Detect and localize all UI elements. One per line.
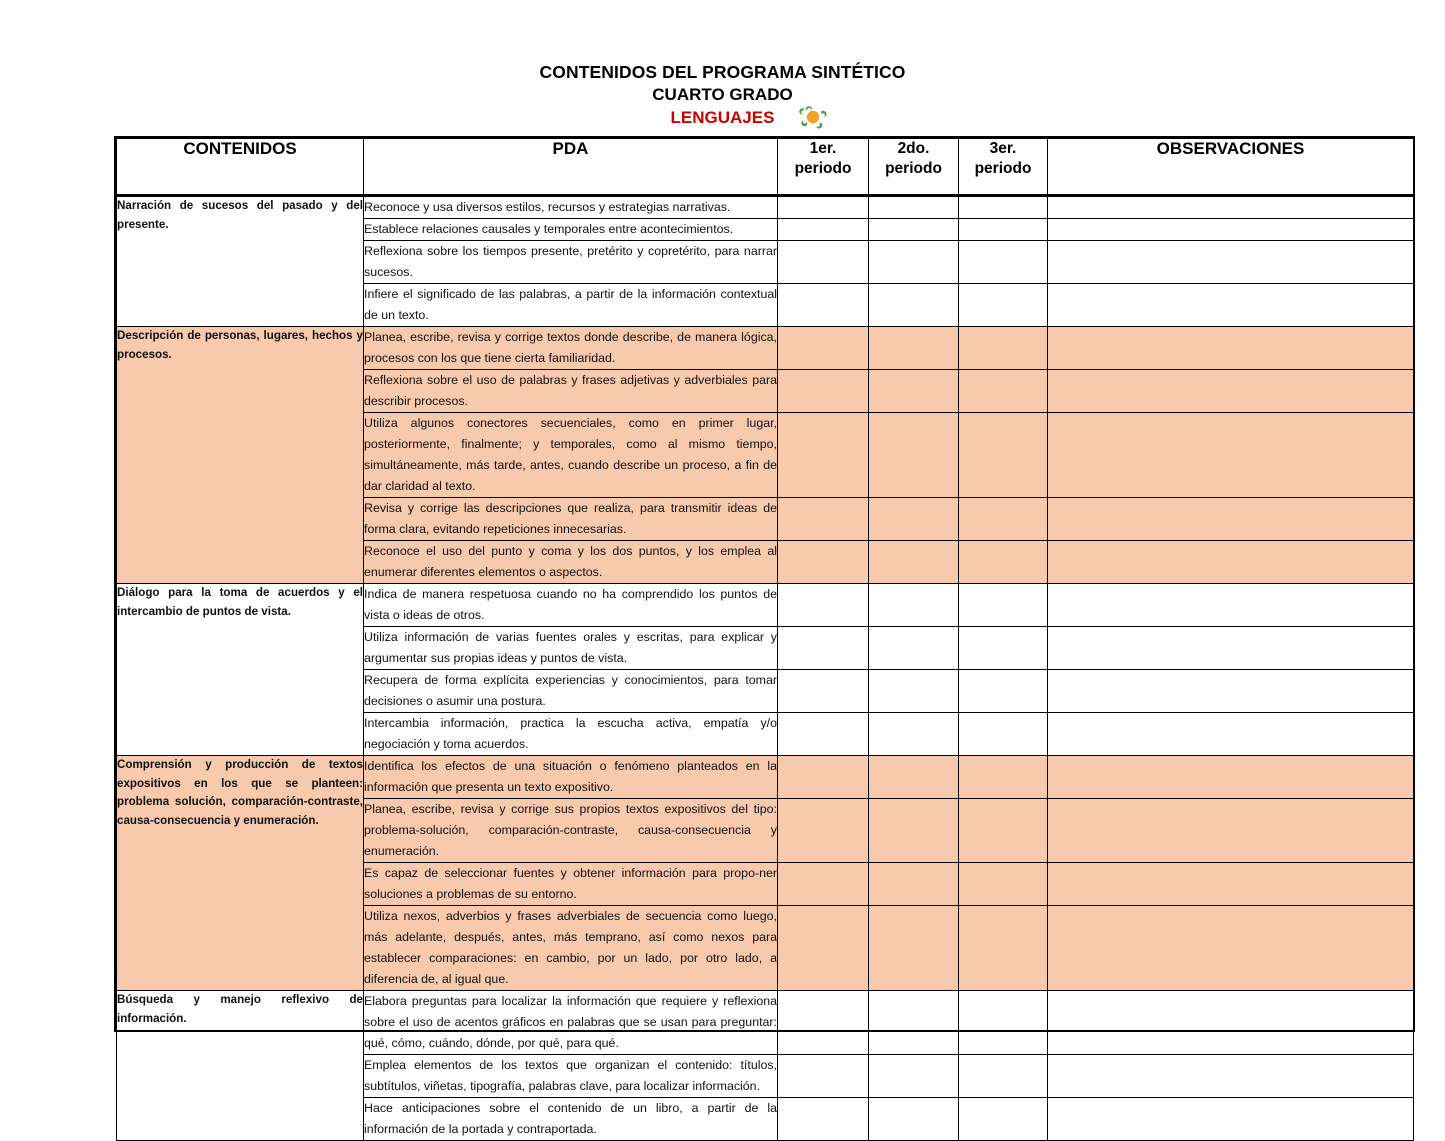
contenido-cell: Diálogo para la toma de acuerdos y el intercambio de puntos de vista. <box>117 584 364 756</box>
periodo-3-mark-cell[interactable] <box>959 670 1048 713</box>
pda-cell: Hace anticipaciones sobre el contenido de un libro, a partir de la información de la portada y contraportada. <box>364 1098 778 1141</box>
pda-cell: Reflexiona sobre el uso de palabras y frases adjetivas y adverbiales para describir procesos. <box>364 370 778 413</box>
periodo-2-mark-cell[interactable] <box>869 627 959 670</box>
periodo-1-mark-cell[interactable] <box>778 584 869 627</box>
periodo-1-mark-cell[interactable] <box>778 756 869 799</box>
periodo-1-line1: 1er. <box>809 140 837 157</box>
table-header-row <box>117 139 1414 197</box>
periodo-2-mark-cell[interactable] <box>869 756 959 799</box>
observaciones-cell[interactable] <box>1048 541 1414 584</box>
pda-cell: Identifica los efectos de una situación o fenómeno planteados en la información que presenta un texto expositivo. <box>364 756 778 799</box>
periodo-3-mark-cell[interactable] <box>959 241 1048 284</box>
observaciones-cell[interactable] <box>1048 1055 1414 1098</box>
observaciones-cell[interactable] <box>1048 713 1414 756</box>
periodo-3-mark-cell[interactable] <box>959 370 1048 413</box>
periodo-2-line2: periodo <box>885 160 942 177</box>
column-header-contenidos: CONTENIDOS <box>117 139 364 197</box>
observaciones-cell[interactable] <box>1048 670 1414 713</box>
periodo-2-mark-cell[interactable] <box>869 863 959 906</box>
table-body <box>117 197 1414 1141</box>
periodo-3-mark-cell[interactable] <box>959 713 1048 756</box>
table-header <box>117 139 1414 197</box>
periodo-2-mark-cell[interactable] <box>869 370 959 413</box>
observaciones-cell[interactable] <box>1048 1098 1414 1141</box>
observaciones-cell[interactable] <box>1048 991 1414 1055</box>
periodo-3-mark-cell[interactable] <box>959 1098 1048 1141</box>
observaciones-cell[interactable] <box>1048 498 1414 541</box>
periodo-2-mark-cell[interactable] <box>869 713 959 756</box>
periodo-1-mark-cell[interactable] <box>778 799 869 863</box>
periodo-1-line2: periodo <box>794 160 852 177</box>
periodo-2-mark-cell[interactable] <box>869 1055 959 1098</box>
periodo-2-mark-cell[interactable] <box>869 1098 959 1141</box>
table-row <box>117 584 1414 627</box>
observaciones-cell[interactable] <box>1048 197 1414 219</box>
periodo-1-mark-cell[interactable] <box>778 1055 869 1098</box>
periodo-1-mark-cell[interactable] <box>778 906 869 991</box>
observaciones-cell[interactable] <box>1048 863 1414 906</box>
periodo-3-line1: 3er. <box>989 140 1017 157</box>
periodo-2-mark-cell[interactable] <box>869 799 959 863</box>
periodo-2-mark-cell[interactable] <box>869 327 959 370</box>
table-row <box>117 756 1414 799</box>
observaciones-cell[interactable] <box>1048 370 1414 413</box>
observaciones-cell[interactable] <box>1048 799 1414 863</box>
column-header-periodo-3 <box>959 139 1048 197</box>
contenido-cell: Comprensión y producción de textos expositivos en los que se planteen: problema solución, comparación-contraste, causa-consecuencia y enumeración. <box>117 756 364 991</box>
periodo-3-mark-cell[interactable] <box>959 327 1048 370</box>
periodo-3-mark-cell[interactable] <box>959 584 1048 627</box>
pda-cell: Infiere el significado de las palabras, a partir de la información contextual de un texto. <box>364 284 778 327</box>
pda-cell: Reconoce el uso del punto y coma y los dos puntos, y los emplea al enumerar diferentes elementos o aspectos. <box>364 541 778 584</box>
periodo-1-mark-cell[interactable] <box>778 863 869 906</box>
observaciones-cell[interactable] <box>1048 327 1414 370</box>
pda-cell: Emplea elementos de los textos que organizan el contenido: títulos, subtítulos, viñetas, tipografía, palabras clave, para localizar información. <box>364 1055 778 1098</box>
periodo-1-mark-cell[interactable] <box>778 219 869 241</box>
contenido-cell: Narración de sucesos del pasado y del presente. <box>117 197 364 327</box>
periodo-2-mark-cell[interactable] <box>869 413 959 498</box>
periodo-1-mark-cell[interactable] <box>778 991 869 1055</box>
periodo-3-line2: periodo <box>974 160 1032 177</box>
observaciones-cell[interactable] <box>1048 413 1414 498</box>
periodo-3-mark-cell[interactable] <box>959 756 1048 799</box>
periodo-2-mark-cell[interactable] <box>869 670 959 713</box>
periodo-1-mark-cell[interactable] <box>778 1098 869 1141</box>
periodo-1-mark-cell[interactable] <box>778 241 869 284</box>
observaciones-cell[interactable] <box>1048 627 1414 670</box>
contents-table <box>116 138 1414 1141</box>
periodo-2-mark-cell[interactable] <box>869 541 959 584</box>
periodo-3-mark-cell[interactable] <box>959 799 1048 863</box>
periodo-3-mark-cell[interactable] <box>959 991 1048 1055</box>
page-title: CONTENIDOS DEL PROGRAMA SINTÉTICO <box>539 62 906 82</box>
periodo-2-mark-cell[interactable] <box>869 584 959 627</box>
periodo-1-mark-cell[interactable] <box>778 327 869 370</box>
periodo-2-mark-cell[interactable] <box>869 219 959 241</box>
observaciones-cell[interactable] <box>1048 241 1414 284</box>
table-row <box>117 327 1414 370</box>
periodo-3-mark-cell[interactable] <box>959 906 1048 991</box>
pda-cell: Utiliza algunos conectores secuenciales, como en primer lugar, posteriormente, finalmente; y temporales, como al mismo tiempo, simultáneamente, más tarde, antes, cuando describe un proceso, a fin de dar claridad al texto. <box>364 413 778 498</box>
periodo-2-mark-cell[interactable] <box>869 197 959 219</box>
periodo-3-mark-cell[interactable] <box>959 498 1048 541</box>
periodo-1-mark-cell[interactable] <box>778 713 869 756</box>
periodo-1-mark-cell[interactable] <box>778 541 869 584</box>
observaciones-cell[interactable] <box>1048 906 1414 991</box>
periodo-3-mark-cell[interactable] <box>959 863 1048 906</box>
pda-cell: Revisa y corrige las descripciones que realiza, para transmitir ideas de forma clara, evitando repeticiones innecesarias. <box>364 498 778 541</box>
periodo-1-mark-cell[interactable] <box>778 498 869 541</box>
periodo-3-mark-cell[interactable] <box>959 197 1048 219</box>
observaciones-cell[interactable] <box>1048 584 1414 627</box>
periodo-1-mark-cell[interactable] <box>778 370 869 413</box>
observaciones-cell[interactable] <box>1048 284 1414 327</box>
periodo-2-mark-cell[interactable] <box>869 284 959 327</box>
grade-subtitle: CUARTO GRADO <box>652 85 793 104</box>
recycle-leaves-logo-icon <box>795 96 831 136</box>
periodo-3-mark-cell[interactable] <box>959 627 1048 670</box>
table-row <box>117 197 1414 219</box>
observaciones-cell[interactable] <box>1048 219 1414 241</box>
table-row <box>117 991 1414 1055</box>
column-header-periodo-1 <box>778 139 869 197</box>
column-header-observaciones: OBSERVACIONES <box>1048 139 1414 197</box>
periodo-3-mark-cell[interactable] <box>959 541 1048 584</box>
periodo-2-mark-cell[interactable] <box>869 906 959 991</box>
periodo-2-mark-cell[interactable] <box>869 991 959 1055</box>
pda-cell: Es capaz de seleccionar fuentes y obtener información para propo-ner soluciones a problemas de su entorno. <box>364 863 778 906</box>
contenido-cell: Descripción de personas, lugares, hechos y procesos. <box>117 327 364 584</box>
pda-cell: Utiliza información de varias fuentes orales y escritas, para explicar y argumentar sus propias ideas y puntos de vista. <box>364 627 778 670</box>
column-header-periodo-2 <box>869 139 959 197</box>
pda-cell: Utiliza nexos, adverbios y frases adverbiales de secuencia como luego, más adelante, después, antes, más temprano, así como nexos para establecer comparaciones: en cambio, por un lado, por otro lado, a diferencia de, al igual que. <box>364 906 778 991</box>
subject-heading: LENGUAJES <box>670 108 775 127</box>
periodo-1-mark-cell[interactable] <box>778 197 869 219</box>
periodo-1-mark-cell[interactable] <box>778 413 869 498</box>
periodo-1-mark-cell[interactable] <box>778 284 869 327</box>
pda-cell: Reconoce y usa diversos estilos, recursos y estrategias narrativas. <box>364 197 778 219</box>
periodo-1-mark-cell[interactable] <box>778 670 869 713</box>
periodo-3-mark-cell[interactable] <box>959 284 1048 327</box>
pda-cell: Establece relaciones causales y temporales entre acontecimientos. <box>364 219 778 241</box>
periodo-2-line1: 2do. <box>897 140 930 157</box>
document-header <box>0 62 1445 129</box>
pda-cell: Intercambia información, practica la escucha activa, empatía y/o negociación y toma acuerdos. <box>364 713 778 756</box>
periodo-3-mark-cell[interactable] <box>959 413 1048 498</box>
periodo-1-mark-cell[interactable] <box>778 627 869 670</box>
contenido-cell: Búsqueda y manejo reflexivo de información. <box>117 991 364 1141</box>
column-header-pda: PDA <box>364 139 778 197</box>
periodo-2-mark-cell[interactable] <box>869 498 959 541</box>
periodo-2-mark-cell[interactable] <box>869 241 959 284</box>
pda-cell: Indica de manera respetuosa cuando no ha comprendido los puntos de vista o ideas de otros. <box>364 584 778 627</box>
pda-cell: Elabora preguntas para localizar la información que requiere y reflexiona sobre el uso de acentos gráficos en palabras que se usan para preguntar: qué, cómo, cuándo, dónde, por qué, para qué. <box>364 991 778 1055</box>
pda-cell: Planea, escribe, revisa y corrige textos donde describe, de manera lógica, procesos con los que tiene cierta familiaridad. <box>364 327 778 370</box>
observaciones-cell[interactable] <box>1048 756 1414 799</box>
pda-cell: Planea, escribe, revisa y corrige sus propios textos expositivos del tipo: problema-solución, comparación-contraste, causa-consecuencia y enumeración. <box>364 799 778 863</box>
pda-cell: Reflexiona sobre los tiempos presente, pretérito y copretérito, para narrar sucesos. <box>364 241 778 284</box>
periodo-3-mark-cell[interactable] <box>959 219 1048 241</box>
pda-cell: Recupera de forma explícita experiencias y conocimientos, para tomar decisiones o asumir una postura. <box>364 670 778 713</box>
periodo-3-mark-cell[interactable] <box>959 1055 1048 1098</box>
